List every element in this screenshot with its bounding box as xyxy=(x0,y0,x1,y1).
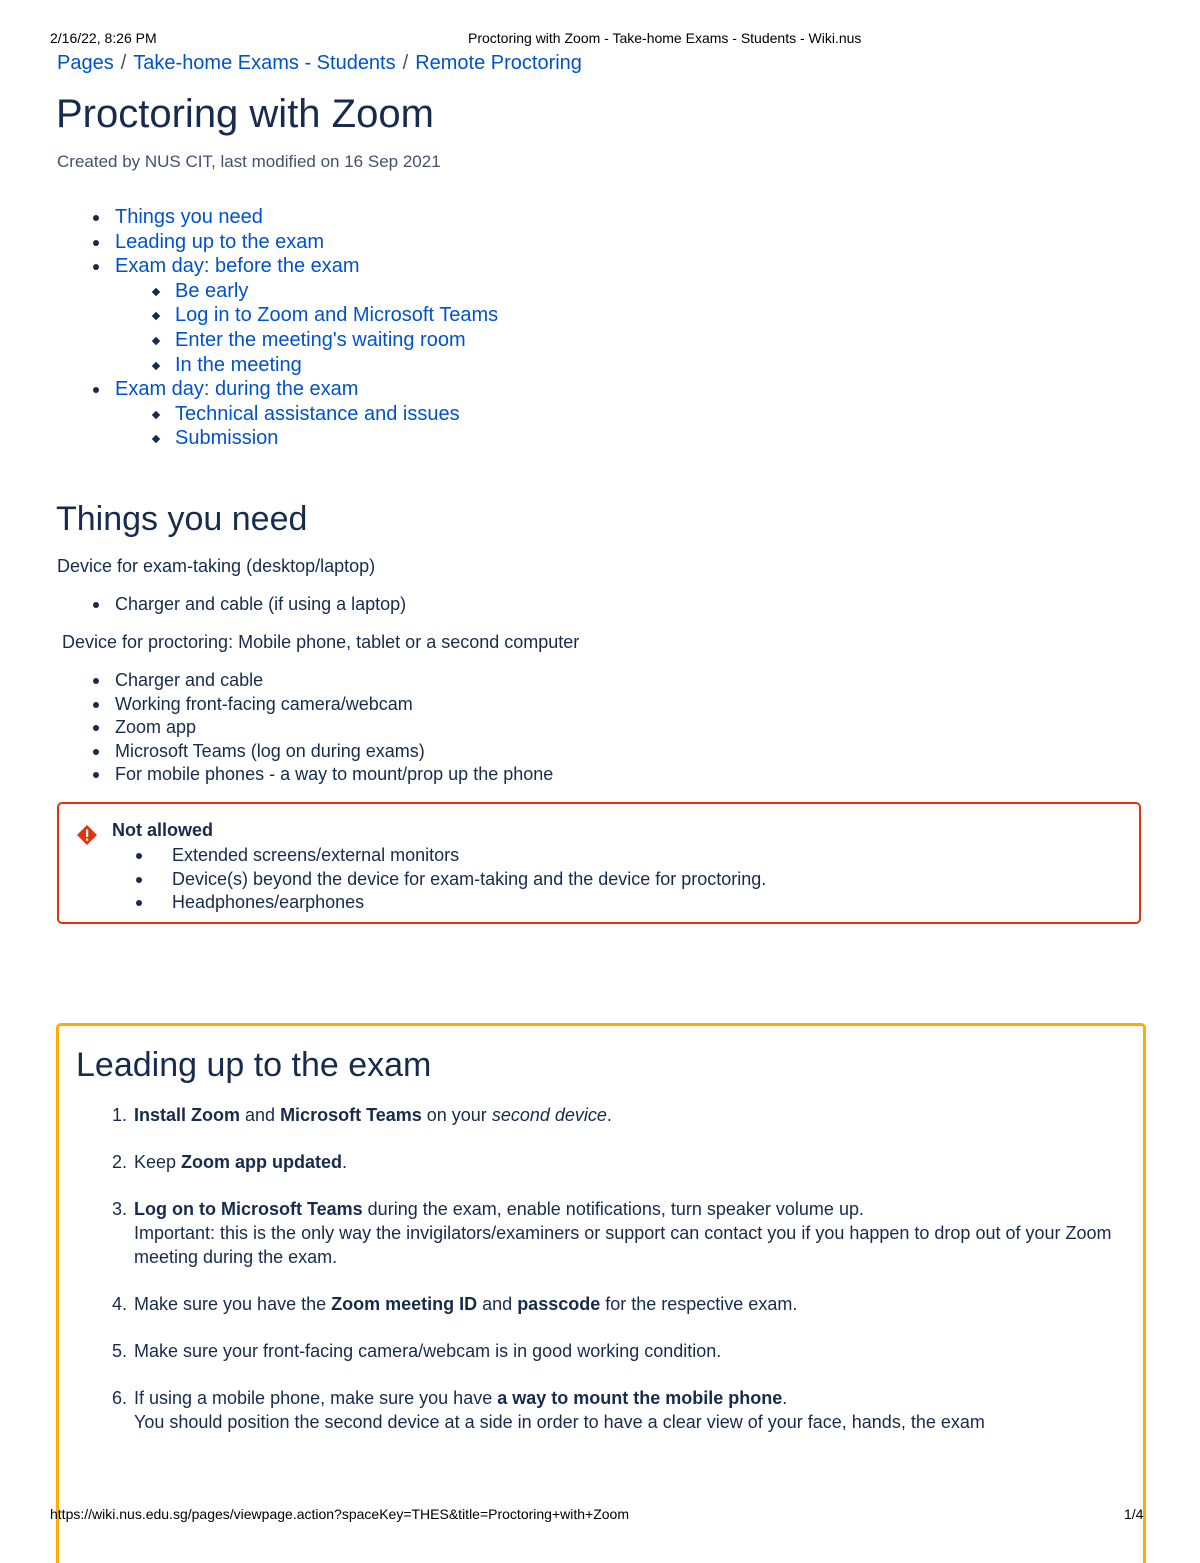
breadcrumb-separator: / xyxy=(402,52,409,74)
toc-link-during-exam[interactable]: Exam day: during the exam xyxy=(115,378,359,401)
section-heading-leading-up: Leading up to the exam xyxy=(76,1046,432,1084)
toc-item xyxy=(57,303,498,328)
step-text: If using a mobile phone, make sure you have xyxy=(134,1388,498,1409)
device-proctor-text: Device for proctoring: Mobile phone, tablet or a second computer xyxy=(62,632,580,652)
section-heading-things-you-need: Things you need xyxy=(56,500,308,538)
step-number: 1. xyxy=(112,1105,128,1125)
list-item: Microsoft Teams (log on during exams) xyxy=(57,740,553,764)
toc-link-log-in[interactable]: Log in to Zoom and Microsoft Teams xyxy=(175,304,499,327)
not-allowed-list xyxy=(112,844,766,915)
toc-item xyxy=(57,254,498,279)
list-item: Charger and cable (if using a laptop) xyxy=(57,593,406,617)
toc-item xyxy=(57,205,498,230)
page-meta: Created by NUS CIT, last modified on 16 Sep 2021 xyxy=(57,152,441,171)
step-number: 2. xyxy=(112,1152,128,1173)
step-item xyxy=(76,1104,1126,1128)
step-text: Make sure your front-facing camera/webcam is in good working condition. xyxy=(134,1340,722,1361)
step-item xyxy=(76,1340,1126,1364)
step-bold: Install Zoom xyxy=(134,1105,241,1125)
step-text: and xyxy=(240,1105,281,1125)
toc-item xyxy=(57,402,498,427)
toc-link-in-meeting[interactable]: In the meeting xyxy=(175,353,302,376)
breadcrumb-pages[interactable]: Pages xyxy=(57,52,114,74)
step-item xyxy=(76,1151,1126,1175)
warning-icon xyxy=(76,824,98,846)
breadcrumb-remote-proctoring[interactable]: Remote Proctoring xyxy=(415,52,582,74)
step-bold: Zoom app updated xyxy=(181,1152,343,1173)
page-url: https://wiki.nus.edu.sg/pages/viewpage.action?spaceKey=THES&title=Proctoring+with+Zoom xyxy=(50,1506,629,1522)
step-text: You should position the second device at a side in order to have a clear view of your face, hands, the exam xyxy=(134,1411,985,1432)
list-item: For mobile phones - a way to mount/prop up the phone xyxy=(57,763,553,787)
toc-link-technical-assistance[interactable]: Technical assistance and issues xyxy=(175,402,460,425)
step-text: . xyxy=(606,1105,612,1125)
toc-item xyxy=(57,279,498,304)
device-proctor-list xyxy=(57,669,553,787)
device-exam-text: Device for exam-taking (desktop/laptop) xyxy=(57,556,376,576)
leading-up-steps xyxy=(76,1104,1126,1458)
step-bold: passcode xyxy=(517,1293,601,1314)
breadcrumb-separator: / xyxy=(120,52,127,74)
not-allowed-title: Not allowed xyxy=(112,820,214,840)
print-title: Proctoring with Zoom - Take-home Exams - Students - Wiki.nus xyxy=(468,30,862,46)
step-italic: second device xyxy=(491,1105,607,1125)
step-text: and xyxy=(477,1293,518,1314)
toc-link-things-you-need[interactable]: Things you need xyxy=(115,206,263,228)
step-text: for the respective exam. xyxy=(600,1293,798,1314)
page-number: 1/4 xyxy=(1124,1506,1144,1522)
list-item: Extended screens/external monitors xyxy=(166,844,766,868)
step-text: . xyxy=(342,1152,348,1173)
list-item: Device(s) beyond the device for exam-taking and the device for proctoring. xyxy=(166,868,766,892)
list-item: Charger and cable xyxy=(57,669,553,693)
step-text: on your xyxy=(421,1105,492,1125)
step-number: 3. xyxy=(112,1199,128,1220)
step-bold: Log on to Microsoft Teams xyxy=(134,1199,363,1220)
toc-link-submission[interactable]: Submission xyxy=(175,427,279,450)
toc-item xyxy=(57,353,498,378)
list-item: Zoom app xyxy=(57,716,553,740)
toc-link-waiting-room[interactable]: Enter the meeting's waiting room xyxy=(175,328,466,351)
toc-item xyxy=(57,426,498,451)
toc-item xyxy=(57,328,498,353)
step-text: Important: this is the only way the invigilators/examiners or support can contact you if you happen to drop out of your Zoom meeting during the exam. xyxy=(134,1222,1112,1267)
step-number: 6. xyxy=(112,1388,128,1409)
toc-item xyxy=(57,377,498,402)
page-title: Proctoring with Zoom xyxy=(56,92,434,136)
step-bold: Zoom meeting ID xyxy=(331,1293,478,1314)
list-item: Working front-facing camera/webcam xyxy=(57,693,553,717)
step-bold: a way to mount the mobile phone xyxy=(497,1388,783,1409)
toc-item xyxy=(57,230,498,255)
breadcrumb xyxy=(57,52,582,75)
not-allowed-panel xyxy=(57,802,1141,924)
step-text: Make sure you have the xyxy=(134,1293,332,1314)
step-number: 5. xyxy=(112,1340,128,1361)
table-of-contents xyxy=(57,205,498,451)
device-exam-list xyxy=(57,593,406,617)
toc-link-before-exam[interactable]: Exam day: before the exam xyxy=(115,255,360,278)
toc-link-leading-up[interactable]: Leading up to the exam xyxy=(115,230,325,253)
step-item xyxy=(76,1387,1126,1434)
list-item: Headphones/earphones xyxy=(166,891,766,915)
step-text: . xyxy=(782,1388,788,1409)
step-text: Keep xyxy=(134,1152,182,1173)
print-header xyxy=(0,30,1200,50)
breadcrumb-take-home-exams[interactable]: Take-home Exams - Students xyxy=(133,52,396,74)
leading-up-panel xyxy=(56,1023,1146,1563)
step-item xyxy=(76,1293,1126,1317)
step-text: during the exam, enable notifications, turn speaker volume up. xyxy=(362,1199,864,1220)
step-bold: Microsoft Teams xyxy=(280,1105,422,1125)
print-date: 2/16/22, 8:26 PM xyxy=(50,30,157,46)
toc-link-be-early[interactable]: Be early xyxy=(175,279,249,302)
step-number: 4. xyxy=(112,1293,128,1314)
step-item xyxy=(76,1198,1126,1269)
